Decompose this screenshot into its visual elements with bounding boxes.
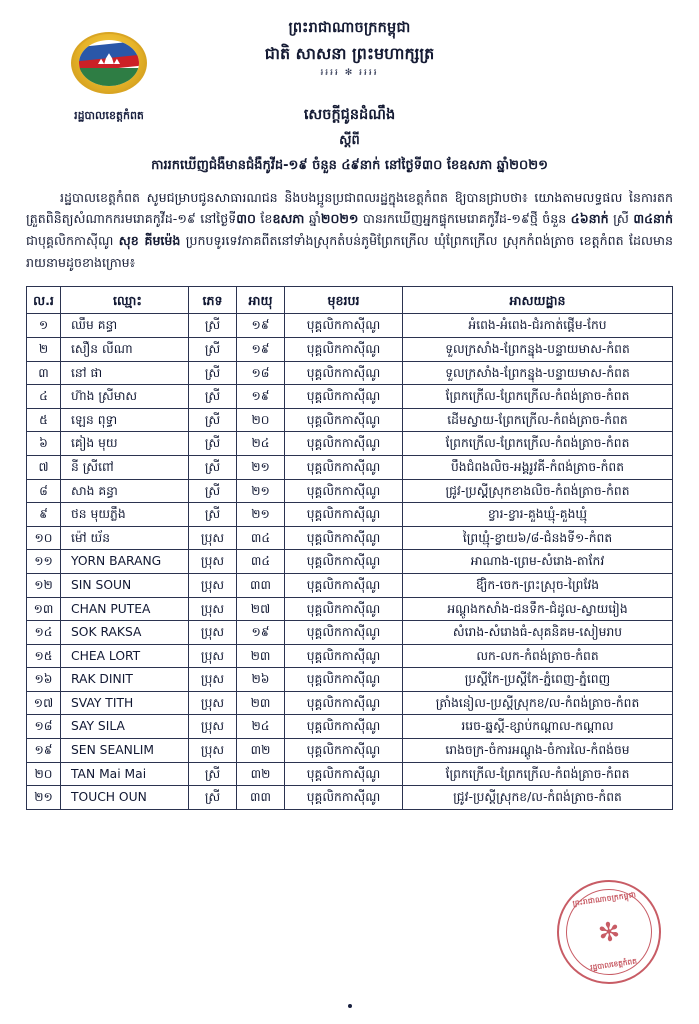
cell-sex: ប្រុស [189, 691, 237, 715]
kingdom-title: ព្រះរាជាណាចក្រកម្ពុជា [288, 20, 411, 36]
cell-sex: ស្រី [189, 786, 237, 810]
cell-name: ថន មុយភ្លឹង [61, 503, 189, 527]
footer-dot [348, 1004, 352, 1008]
cell-occupation: បុគ្គលិកកាស៊ីណូ [285, 408, 403, 432]
cell-age: ២១ [237, 455, 285, 479]
cell-no: ១ [27, 314, 61, 338]
cell-address: ជ្រូវ-ប្រស្តីស្រុកខ/ល-កំពង់ត្រាច-កំពត [403, 786, 673, 810]
cell-sex: ស្រី [189, 314, 237, 338]
cell-occupation: បុគ្គលិកកាស៊ីណូ [285, 739, 403, 763]
cell-name: CHEA LORT [61, 644, 189, 668]
cell-occupation: បុគ្គលិកកាស៊ីណូ [285, 644, 403, 668]
cell-sex: ប្រុស [189, 644, 237, 668]
cell-age: ១៨ [237, 361, 285, 385]
cell-sex: ស្រី [189, 337, 237, 361]
cell-age: ៣៤ [237, 550, 285, 574]
cell-age: ៣៣ [237, 573, 285, 597]
cell-address: ររេច-ឆ្នស្តី-ខ្សាប់កណ្ដាល-កណ្ដាល [403, 715, 673, 739]
cell-address: ខ្វារ-ខ្វារ-គួងឃ្មុំ-គួងឃ្មុំ [403, 503, 673, 527]
date-month: ឧសភា [272, 211, 305, 227]
table-row [27, 337, 673, 361]
cell-no: ២ [27, 337, 61, 361]
table-row [27, 432, 673, 456]
cell-occupation: បុគ្គលិកកាស៊ីណូ [285, 550, 403, 574]
announcement-paragraph [26, 187, 673, 274]
table-row [27, 479, 673, 503]
cell-address: ព្រែកក្រើល-ព្រែកក្រើល-កំពង់ត្រាច-កំពត [403, 432, 673, 456]
column-header-occupation: មុខរបរ [285, 287, 403, 314]
table-row [27, 455, 673, 479]
table-row [27, 691, 673, 715]
national-motto: ជាតិ សាសនា ព្រះមហាក្សត្រ [264, 43, 435, 63]
cell-no: ៣ [27, 361, 61, 385]
cell-address: អំពេង-អំពេង-ជំរកាត់ផ្ដើម-កែប [403, 314, 673, 338]
cell-no: ១៦ [27, 668, 61, 692]
paragraph-text-4: បានរកឃើញអ្នកផ្ទុកមេរោគកូវីដ-១៩ថ្មី ចំនួន [358, 211, 571, 227]
case-list-table [26, 286, 673, 809]
paragraph-text-5: ស្រី [608, 211, 634, 227]
column-header-sex: ភេទ [189, 287, 237, 314]
cell-name: នៅ ផា [61, 361, 189, 385]
column-header-address: អាសយដ្ឋាន [403, 287, 673, 314]
cell-age: ១៩ [237, 337, 285, 361]
cell-address: ព្រែកក្រើល-ព្រែកក្រើល-កំពង់ត្រាច-កំពត [403, 762, 673, 786]
cell-sex: ស្រី [189, 455, 237, 479]
cell-age: ១៩ [237, 314, 285, 338]
cell-sex: ប្រុស [189, 668, 237, 692]
cell-sex: ស្រី [189, 503, 237, 527]
paragraph-text-2: ខែ [255, 211, 273, 227]
motto-ornament: ៛៛៛៛ ✻ ៛៛៛៛ [320, 67, 379, 78]
company-name: សុខ គីមម៉េង [118, 233, 181, 249]
cell-sex: ស្រី [189, 361, 237, 385]
count-female: ៣៤នាក់ [633, 211, 674, 227]
cell-address: ព្រែកក្រើល-ព្រែកក្រើល-កំពង់ត្រាច-កំពត [403, 385, 673, 409]
cell-occupation: បុគ្គលិកកាស៊ីណូ [285, 597, 403, 621]
cell-name: SOK RAKSA [61, 621, 189, 645]
cell-sex: ប្រុស [189, 597, 237, 621]
stamp-bottom-text: រដ្ឋបាលខេត្តកំពត [589, 956, 638, 972]
cell-no: ១៨ [27, 715, 61, 739]
table-row [27, 385, 673, 409]
table-row [27, 739, 673, 763]
column-header-age: អាយុ [237, 287, 285, 314]
cell-sex: ស្រី [189, 479, 237, 503]
cell-age: ១៩ [237, 621, 285, 645]
cell-occupation: បុគ្គលិកកាស៊ីណូ [285, 691, 403, 715]
cell-age: ៣៤ [237, 526, 285, 550]
cell-no: ១៩ [27, 739, 61, 763]
table-row [27, 408, 673, 432]
cell-no: ១២ [27, 573, 61, 597]
table-row [27, 621, 673, 645]
cell-age: ១៩ [237, 385, 285, 409]
paragraph-text-7: ប្រកបទូរទេវភាគពីតនៅទាំងស្រុកតំបន់ភូមិព្រែកក្រើល ឃុំព្រែកក្រើល ស្រុកកំពង់ត្រាច ខេត្តកំពត ដែលមានរាយនាមដូចខាងក្រោម៖ [26, 233, 673, 270]
table-row [27, 597, 673, 621]
table-row [27, 762, 673, 786]
column-header-name: ឈ្មោះ [61, 287, 189, 314]
cell-occupation: បុគ្គលិកកាស៊ីណូ [285, 432, 403, 456]
cell-occupation: បុគ្គលិកកាស៊ីណូ [285, 503, 403, 527]
cell-age: ៣៣ [237, 786, 285, 810]
cell-occupation: បុគ្គលិកកាស៊ីណូ [285, 337, 403, 361]
cell-sex: ប្រុស [189, 573, 237, 597]
cell-name: TAN Mai Mai [61, 762, 189, 786]
cell-occupation: បុគ្គលិកកាស៊ីណូ [285, 573, 403, 597]
cell-occupation: បុគ្គលិកកាស៊ីណូ [285, 621, 403, 645]
cell-no: ២០ [27, 762, 61, 786]
table-row [27, 668, 673, 692]
cell-sex: ស្រី [189, 432, 237, 456]
table-row [27, 526, 673, 550]
table-row [27, 786, 673, 810]
cell-no: ១៣ [27, 597, 61, 621]
paragraph-text-6: ជាបុគ្គលិកកាស៊ីណូ [26, 233, 119, 249]
cell-no: ៦ [27, 432, 61, 456]
cell-occupation: បុគ្គលិកកាស៊ីណូ [285, 479, 403, 503]
cell-address: អណ្ដូងកសាំង-ជនទឹក-ជំដូល-ស្វាយរៀង [403, 597, 673, 621]
cell-no: ៥ [27, 408, 61, 432]
cell-address: ទួលក្រសាំង-ព្រែកន្នុង-បន្ទាយមាស-កំពត [403, 361, 673, 385]
cell-address: ត្រាំងនៀល-ប្រស្តីស្រុកខ/ល-កំពង់ត្រាច-កំពត [403, 691, 673, 715]
cell-no: ៧ [27, 455, 61, 479]
cell-no: ៩ [27, 503, 61, 527]
cell-age: ២៤ [237, 432, 285, 456]
cell-age: ២៦ [237, 668, 285, 692]
table-row [27, 715, 673, 739]
document-subtitle: ស្តីពី [339, 132, 360, 148]
cell-occupation: បុគ្គលិកកាស៊ីណូ [285, 314, 403, 338]
cell-address: លក-លក-កំពង់ត្រាច-កំពត [403, 644, 673, 668]
cell-name: ហ៊ាង ស្រីមាស [61, 385, 189, 409]
cell-address: ទួលក្រសាំង-ព្រែកន្នុង-បន្ទាយមាស-កំពត [403, 337, 673, 361]
cell-no: ៨ [27, 479, 61, 503]
paragraph-text-1: រដ្ឋបាលខេត្តកំពត សូមជម្រាបជូនសាធារណជន និងបងប្អូនប្រជាពលរដ្ឋក្នុងខេត្តកំពត ឱ្យបានជ្រាបថា៖ យោងតាមលទ្ធផល នៃការតកត្រួតពិនិត្យសំណាកករមរោគកូវីដ-១៩ នៅថ្ងៃទី [26, 189, 673, 227]
cell-sex: ប្រុស [189, 526, 237, 550]
cell-address: ឱ្យិក-ចេក-ព្រះស្រុច-ព្រៃវែង [403, 573, 673, 597]
cell-age: ២៤ [237, 715, 285, 739]
emblem-icon [63, 32, 155, 106]
cell-address: ព្រៃឃ្មុំ-ខ្វាយ៦/៨-ជំនងទី១-កំពត [403, 526, 673, 550]
cell-no: ១៥ [27, 644, 61, 668]
cell-name: សាង គន្ធា [61, 479, 189, 503]
cell-address: ប្រស្តីកែ-ប្រស្តីកែ-ភ្នំពេញ-ភ្នំពេញ [403, 668, 673, 692]
cell-address: ដើមស្វាយ-ព្រែកក្រើល-កំពង់ត្រាច-កំពត [403, 408, 673, 432]
official-stamp [550, 873, 667, 990]
cell-occupation: បុគ្គលិកកាស៊ីណូ [285, 385, 403, 409]
cell-sex: ប្រុស [189, 621, 237, 645]
cell-sex: ប្រុស [189, 550, 237, 574]
cell-name: នី ស្រីពៅ [61, 455, 189, 479]
date-year: ២០២១ [320, 211, 359, 227]
cell-name: SAY SILA [61, 715, 189, 739]
stamp-center-glyph: ✻ [596, 916, 623, 950]
document-type: សេចក្តីជូនដំណឹង [303, 106, 396, 123]
cell-occupation: បុគ្គលិកកាស៊ីណូ [285, 668, 403, 692]
table-row [27, 550, 673, 574]
cell-name: ឈឹម គន្ធា [61, 314, 189, 338]
document-topic: ការរកឃើញជំងឺមានជំងឺកូវីដ-១៩ ចំនួន ៤៩នាក់ នៅថ្ងៃទី៣០ ខែឧសភា ឆ្នាំ២០២១ [151, 157, 548, 173]
table-row [27, 503, 673, 527]
cell-name: SVAY TITH [61, 691, 189, 715]
cell-address: រោងចក្រ-ចំការអណ្ដូង-ចំការលៃ-កំពង់ចម [403, 739, 673, 763]
paragraph-text-3: ឆ្នាំ [304, 211, 321, 227]
cell-age: ២០ [237, 408, 285, 432]
cell-sex: ស្រី [189, 762, 237, 786]
cell-age: ២៧ [237, 597, 285, 621]
date-day: ៣០ [236, 211, 256, 227]
cell-name: SIN SOUN [61, 573, 189, 597]
table-row [27, 361, 673, 385]
cell-sex: ប្រុស [189, 739, 237, 763]
cell-name: គៀង មុយ [61, 432, 189, 456]
cell-address: សំរោង-សំរោងធំ-សុគនិគម-សៀមរាប [403, 621, 673, 645]
cell-name: TOUCH OUN [61, 786, 189, 810]
table-row [27, 644, 673, 668]
cell-age: ៣២ [237, 739, 285, 763]
cell-occupation: បុគ្គលិកកាស៊ីណូ [285, 455, 403, 479]
cell-occupation: បុគ្គលិកកាស៊ីណូ [285, 762, 403, 786]
cell-address: បឹងជំពងលិច-អង្គរូវគី-កំពង់ត្រាច-កំពត [403, 455, 673, 479]
cell-no: ១៤ [27, 621, 61, 645]
table-row [27, 314, 673, 338]
cell-address: ជ្រូវ-ប្រស្តី្តស្រុកខាងលិច-កំពង់ត្រាច-កំពត [403, 479, 673, 503]
cell-name: ម៉ៅ យ័ន [61, 526, 189, 550]
cell-name: CHAN PUTEA [61, 597, 189, 621]
cell-occupation: បុគ្គលិកកាស៊ីណូ [285, 361, 403, 385]
emblem-caption: រដ្ឋបាលខេត្តកំពត [74, 109, 144, 122]
cell-name: ឡេន ពុទ្ធា [61, 408, 189, 432]
cell-sex: ប្រុស [189, 715, 237, 739]
cell-no: ២១ [27, 786, 61, 810]
cell-no: ១១ [27, 550, 61, 574]
cell-occupation: បុគ្គលិកកាស៊ីណូ [285, 715, 403, 739]
cell-name: SEN SEANLIM [61, 739, 189, 763]
cell-sex: ស្រី [189, 385, 237, 409]
cell-age: ២១ [237, 503, 285, 527]
cell-age: ២៣ [237, 691, 285, 715]
cell-age: ២១ [237, 479, 285, 503]
cell-no: ១០ [27, 526, 61, 550]
stamp-top-text: ព្រះរាជាណាចក្រកម្ពុជា [572, 889, 637, 908]
cell-sex: ស្រី [189, 408, 237, 432]
table-header-row [27, 287, 673, 314]
cell-name: សឿន លីណា [61, 337, 189, 361]
cell-age: ២៣ [237, 644, 285, 668]
cell-name: YORN BARANG [61, 550, 189, 574]
cell-occupation: បុគ្គលិកកាស៊ីណូ [285, 526, 403, 550]
cell-name: RAK DINIT [61, 668, 189, 692]
cell-occupation: បុគ្គលិកកាស៊ីណូ [285, 786, 403, 810]
table-row [27, 573, 673, 597]
cell-address: អាណាង-ព្រេម-សំរោង-តាកែវ [403, 550, 673, 574]
cell-no: ១៧ [27, 691, 61, 715]
column-header-no: ល.រ [27, 287, 61, 314]
cell-age: ៣២ [237, 762, 285, 786]
cell-no: ៤ [27, 385, 61, 409]
count-total: ៤៦នាក់ [570, 211, 609, 227]
province-emblem [34, 32, 184, 125]
